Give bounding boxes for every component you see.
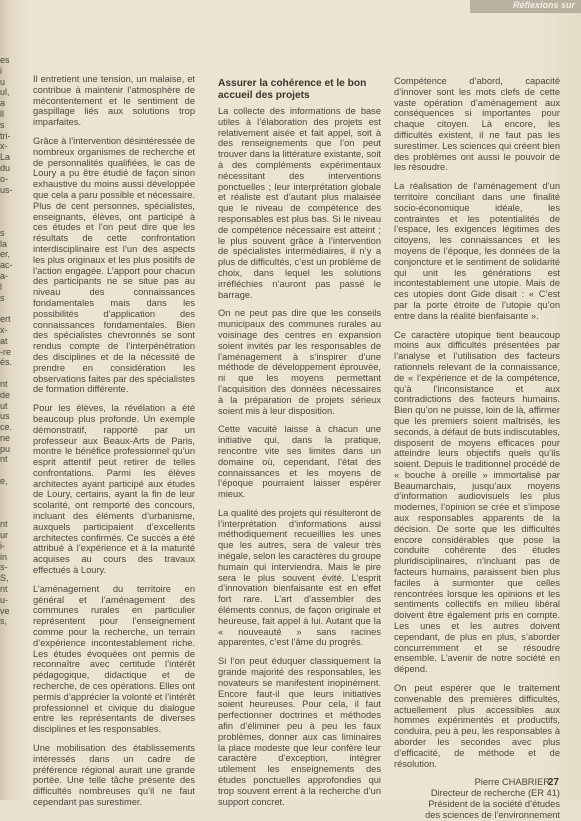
margin-fragment: tri- bbox=[0, 130, 11, 141]
margin-fragment: du bbox=[0, 162, 11, 173]
margin-fragment: s, bbox=[0, 616, 8, 627]
author-title: Directeur de recherche (ER 41) bbox=[430, 788, 560, 799]
margin-fragment: pu bbox=[0, 443, 11, 454]
margin-fragment bbox=[0, 627, 16, 638]
margin-fragment: ce. bbox=[0, 422, 13, 433]
margin-fragment: de bbox=[0, 389, 11, 400]
margin-fragment: es bbox=[0, 55, 10, 65]
margin-fragment: ul, bbox=[0, 87, 10, 98]
margin-fragment: er, bbox=[0, 249, 11, 260]
paragraph: Ce caractère utopique tient beaucoup moins aux difficultés présentées par l’analyse et l’utilisation des facteurs rationnels relevant de la connaissance, de « l’expérience et de la compétence, qu’à l’inconsistance et aux contradictions des facteurs humains. Bien qu’on ne puisse, loin de là, affirmer que les premiers soient maîtrisés, les seconds, à défaut de buts indiscutables, disposent de moyens efficaces pour atteindre leurs objectifs quels qu’ils soient. Depuis le traditionnel procédé de « bouche à oreille » immortalisé par Beaumarchais, jusqu’aux moyens d’information audiovisuels les plus modernes, l’opinion se crée et s’impose aux responsables apparents de la décision. De sorte que les difficultés encore considérables que pose la conduite cohérente des études pluridisciplinaires, n’incluant pas de facteurs humains, paraissent bien plus faciles à surmonter que celles rencontrées lorsque les opinions et les sentiments collectifs en milieu libéral doivent être également pris en compte. Les unes et les autres doivent cependant, de plus en plus, s’aborder concurremment et se résoudre ensemble. L’avenir de notre société en dépend. bbox=[394, 329, 560, 675]
margin-fragment: ve bbox=[0, 605, 10, 616]
margin-fragment: S, bbox=[0, 573, 9, 584]
paragraph: La collecte des informations de base utiles à l’élaboration des projets est relativement aisée et fait appel, soit à des renseignements que l’on peut trouver dans la littérature existante, soit à des compléments expérimentaux nécessitant des interventions ponctuelles ; leur interprétation globale et réaliste est d’autant plus malaisée que le niveau de compétence des responsables est plus bas. Si le niveau de compétence nécessaire est atteint ; le plus souvent grâce à l’intervention de spécialistes intermédiaires, il n’y a plus de difficultés, c’est un problème de choix, dans lequel les solutions irréfléchies n’auront pas passé le barrage. bbox=[218, 106, 381, 300]
paragraph: Une mobilisation des établissements intéressés dans un cadre de préférence régional aurait une grande portée. Une telle tâche présente des difficultés nombreuses qu’il ne faut cependant pas surestimer. bbox=[33, 743, 195, 807]
author-title: Président de la société d’études bbox=[428, 799, 560, 810]
margin-fragment: nt bbox=[0, 519, 8, 530]
margin-fragment bbox=[0, 465, 16, 476]
margin-fragment: ur bbox=[0, 530, 9, 541]
margin-fragment: nt bbox=[0, 584, 8, 595]
column-1 bbox=[33, 74, 195, 816]
section-header: Réflexions sur bbox=[512, 0, 575, 10]
page-number: 27 bbox=[547, 777, 559, 788]
paragraph: Grâce à l’intervention désintéressée de nombreux organismes de recherche et de personnalités qualifiées, le cas de Loury a pu être étudié de façon sinon exhaustive du moins aussi développée que cela a paru possible et nécessaire. Plus de cent personnes, spécialistes, enseignants, élèves, ont participé à ces études et l’on peut dire que les résultats de cette confrontation interdisciplinaire est l’un des aspects les plus originaux et les plus positifs de l’action engagée. L’apport pour chacun des participants ne se situe pas au niveau des connaissances fondamentales mais dans les possibilités d’application des connaissances fondamentales. Bien des spécialistes chevronnés se sont rendus compte de l’interpénétration des disciplines et de la nécessité de prendre en considération les observations faites par des spécialistes de formation différente. bbox=[33, 135, 195, 395]
margin-fragment bbox=[0, 487, 16, 498]
margin-fragment: -re bbox=[0, 346, 11, 357]
paragraph: Il entretient une tension, un malaise, et contribue à maintenir l’atmosphère de mécontentement et le sentiment de gaspillage liés aux solutions trop imparfaites. bbox=[33, 74, 195, 128]
paragraph: Si l’on peut éduquer classiquement la grande majorité des responsables, les novateurs se manifestent inopinément. Encore faut-il que leurs initiatives soient heureuses. Pour cela, il faut perfectionner doctrines et méthodes afin d’éliminer peu à peu les faux problèmes, donner aux cas liminaires la place modeste que leur confère leur caractère d’exception, intégrer utilement les enseignements des études ponctuelles approfondies qui trop souvent errent à la recherche d’un support concret. bbox=[218, 656, 381, 807]
paragraph: La qualité des projets qui résulteront de l’interprétation d’informations aussi méthodiquement recueillies les unes que les autres, sera de valeur très inégale, selon les caractères du groupe humain qui interviendra. Mais le pire sera le plus souvent évité. L’esprit d’innovation bienfaisante est en effet fort rare. L’art d’assembler des éléments connus, de façon originale et heureuse, fait appel à lui. Autant que la « nouveauté » sans racines apparentes, c’est l’âme du progrès. bbox=[218, 507, 381, 648]
margin-fragment: la bbox=[0, 238, 8, 249]
margin-fragment: nt bbox=[0, 378, 8, 389]
margin-fragment: e, bbox=[0, 476, 8, 487]
margin-fragment: a bbox=[0, 98, 6, 109]
margin-fragment: in bbox=[0, 551, 8, 562]
margin-fragment: i- bbox=[0, 540, 5, 551]
margin-fragment bbox=[0, 368, 16, 379]
margin-fragment: s- bbox=[0, 562, 8, 573]
margin-fragment: s bbox=[0, 119, 5, 130]
margin-fragment bbox=[0, 217, 16, 228]
margin-fragment: ut bbox=[0, 400, 8, 411]
paragraph: Compétence d’abord, capacité d’innover sont les mots clefs de cette vaste opération d’aménagement aux conséquences si importantes pour chaque citoyen. Là encore, les difficultés existent, il ne faut pas les surestimer. Les sciences qui créent bien des problèmes ont aussi le pouvoir de les résoudre. bbox=[394, 76, 560, 173]
previous-page-margin bbox=[0, 55, 16, 638]
margin-fragment: a- bbox=[0, 270, 9, 281]
margin-fragment: l bbox=[0, 281, 2, 292]
section-heading: Assurer la cohérence et le bon accueil des projets bbox=[218, 78, 367, 101]
paragraph: On peut espérer que le traitement convenable des premières difficultés, actuellement plus accessibles aux hommes expérimentés et productifs, conduira, peu à peu, les responsables à aborder les secondes avec plus d’efficacité, de méthode et de résolution. bbox=[394, 683, 560, 769]
margin-fragment: s bbox=[0, 292, 5, 303]
margin-fragment bbox=[0, 206, 16, 217]
paragraph: L’aménagement du territoire en général et l’aménagement des communes rurales en particulier représentent pour l’enseignement comme pour la recherche, un terrain d’expérience incontestablement riche. Les études évoquées ont permis de reconnaître avec certitude l’intérêt pédagogique, didactique et de recherche, de ces opérations. Elles ont permis d’apprécier la volonté et l’intérêt professionnel et civique du dialogue entre les représentants de diverses disciplines et les responsables. bbox=[33, 583, 195, 735]
margin-fragment bbox=[0, 498, 16, 509]
margin-fragment: us- bbox=[0, 184, 13, 195]
margin-fragment: x- bbox=[0, 141, 8, 152]
margin-fragment bbox=[0, 508, 16, 519]
margin-fragment: x- bbox=[0, 324, 8, 335]
column-3 bbox=[394, 76, 560, 821]
margin-fragment: ac- bbox=[0, 260, 13, 271]
author-signature bbox=[394, 777, 560, 821]
column-2 bbox=[218, 78, 381, 815]
margin-fragment: o- bbox=[0, 173, 9, 184]
margin-fragment: s bbox=[0, 227, 5, 238]
author-title: des sciences de l’environnement bbox=[425, 810, 560, 821]
margin-fragment: és. bbox=[0, 357, 13, 368]
margin-fragment bbox=[0, 195, 16, 206]
margin-fragment: nt bbox=[0, 454, 8, 465]
margin-fragment: at bbox=[0, 335, 8, 346]
paragraph: On ne peut pas dire que les conseils municipaux des communes rurales au voisinage des centres en expansion soient invités par les responsables de l’aménagement à s’inspirer d’une méthode de développement éprouvée, ni que les moyens permettant l’acquisition des données nécessaires à la préparation de projets sérieux soient mis à leur disposition. bbox=[218, 308, 381, 416]
margin-fragment: ll bbox=[0, 108, 4, 119]
paragraph: La réalisation de l’aménagement d’un territoire conciliant dans une finalité socio-économique idéale, les contraintes et les potentialités de l’espace, les exigences légitimes des citoyens, les connaissances et les moyens de l’époque, les données de la conjoncture et le sentiment de solidarité qui unit les générations est incontestablement une utopie. Mais de ces utopies dont Gide disait : « C’est par la porte étroite de l’utopie qu’on entre dans la réalité bienfaisante ». bbox=[394, 181, 560, 321]
margin-fragment: La bbox=[0, 152, 11, 163]
margin-fragment: ne bbox=[0, 432, 11, 443]
margin-fragment: u bbox=[0, 76, 6, 87]
margin-fragment: us bbox=[0, 411, 10, 422]
margin-fragment bbox=[0, 303, 16, 314]
paragraph: Cette vacuité laisse à chacun une initiative qui, dans la pratique, rencontre vite ses limites dans un domaine où, cependant, l’état des connaissances et les moyens de l’époque pourraient laisser espérer mieux. bbox=[218, 424, 381, 500]
author-name: Pierre CHABRIER bbox=[474, 777, 550, 788]
margin-fragment: i bbox=[0, 65, 2, 76]
paragraph: Pour les élèves, la révélation a été beaucoup plus profonde. Un exemple démonstratif, rapporté par un professeur aux Beaux-Arts de Paris, montre le bénéfice professionnel qu’un esprit attentif peut retirer de telles confrontations. Parmi les élèves architectes ayant participé aux études de Loury, certains, ayant la fin de leur scolarité, ont remporté des concours, incluant des éléments d’urbanisme, auxquels participaient d’excellents architectes confirmés. Ce succès a été attribué à l’expérience et à la maturité acquises au cours des travaux effectués à Loury. bbox=[33, 403, 195, 576]
margin-fragment: ert bbox=[0, 314, 11, 325]
margin-fragment: u- bbox=[0, 594, 9, 605]
header-band bbox=[470, 0, 581, 13]
